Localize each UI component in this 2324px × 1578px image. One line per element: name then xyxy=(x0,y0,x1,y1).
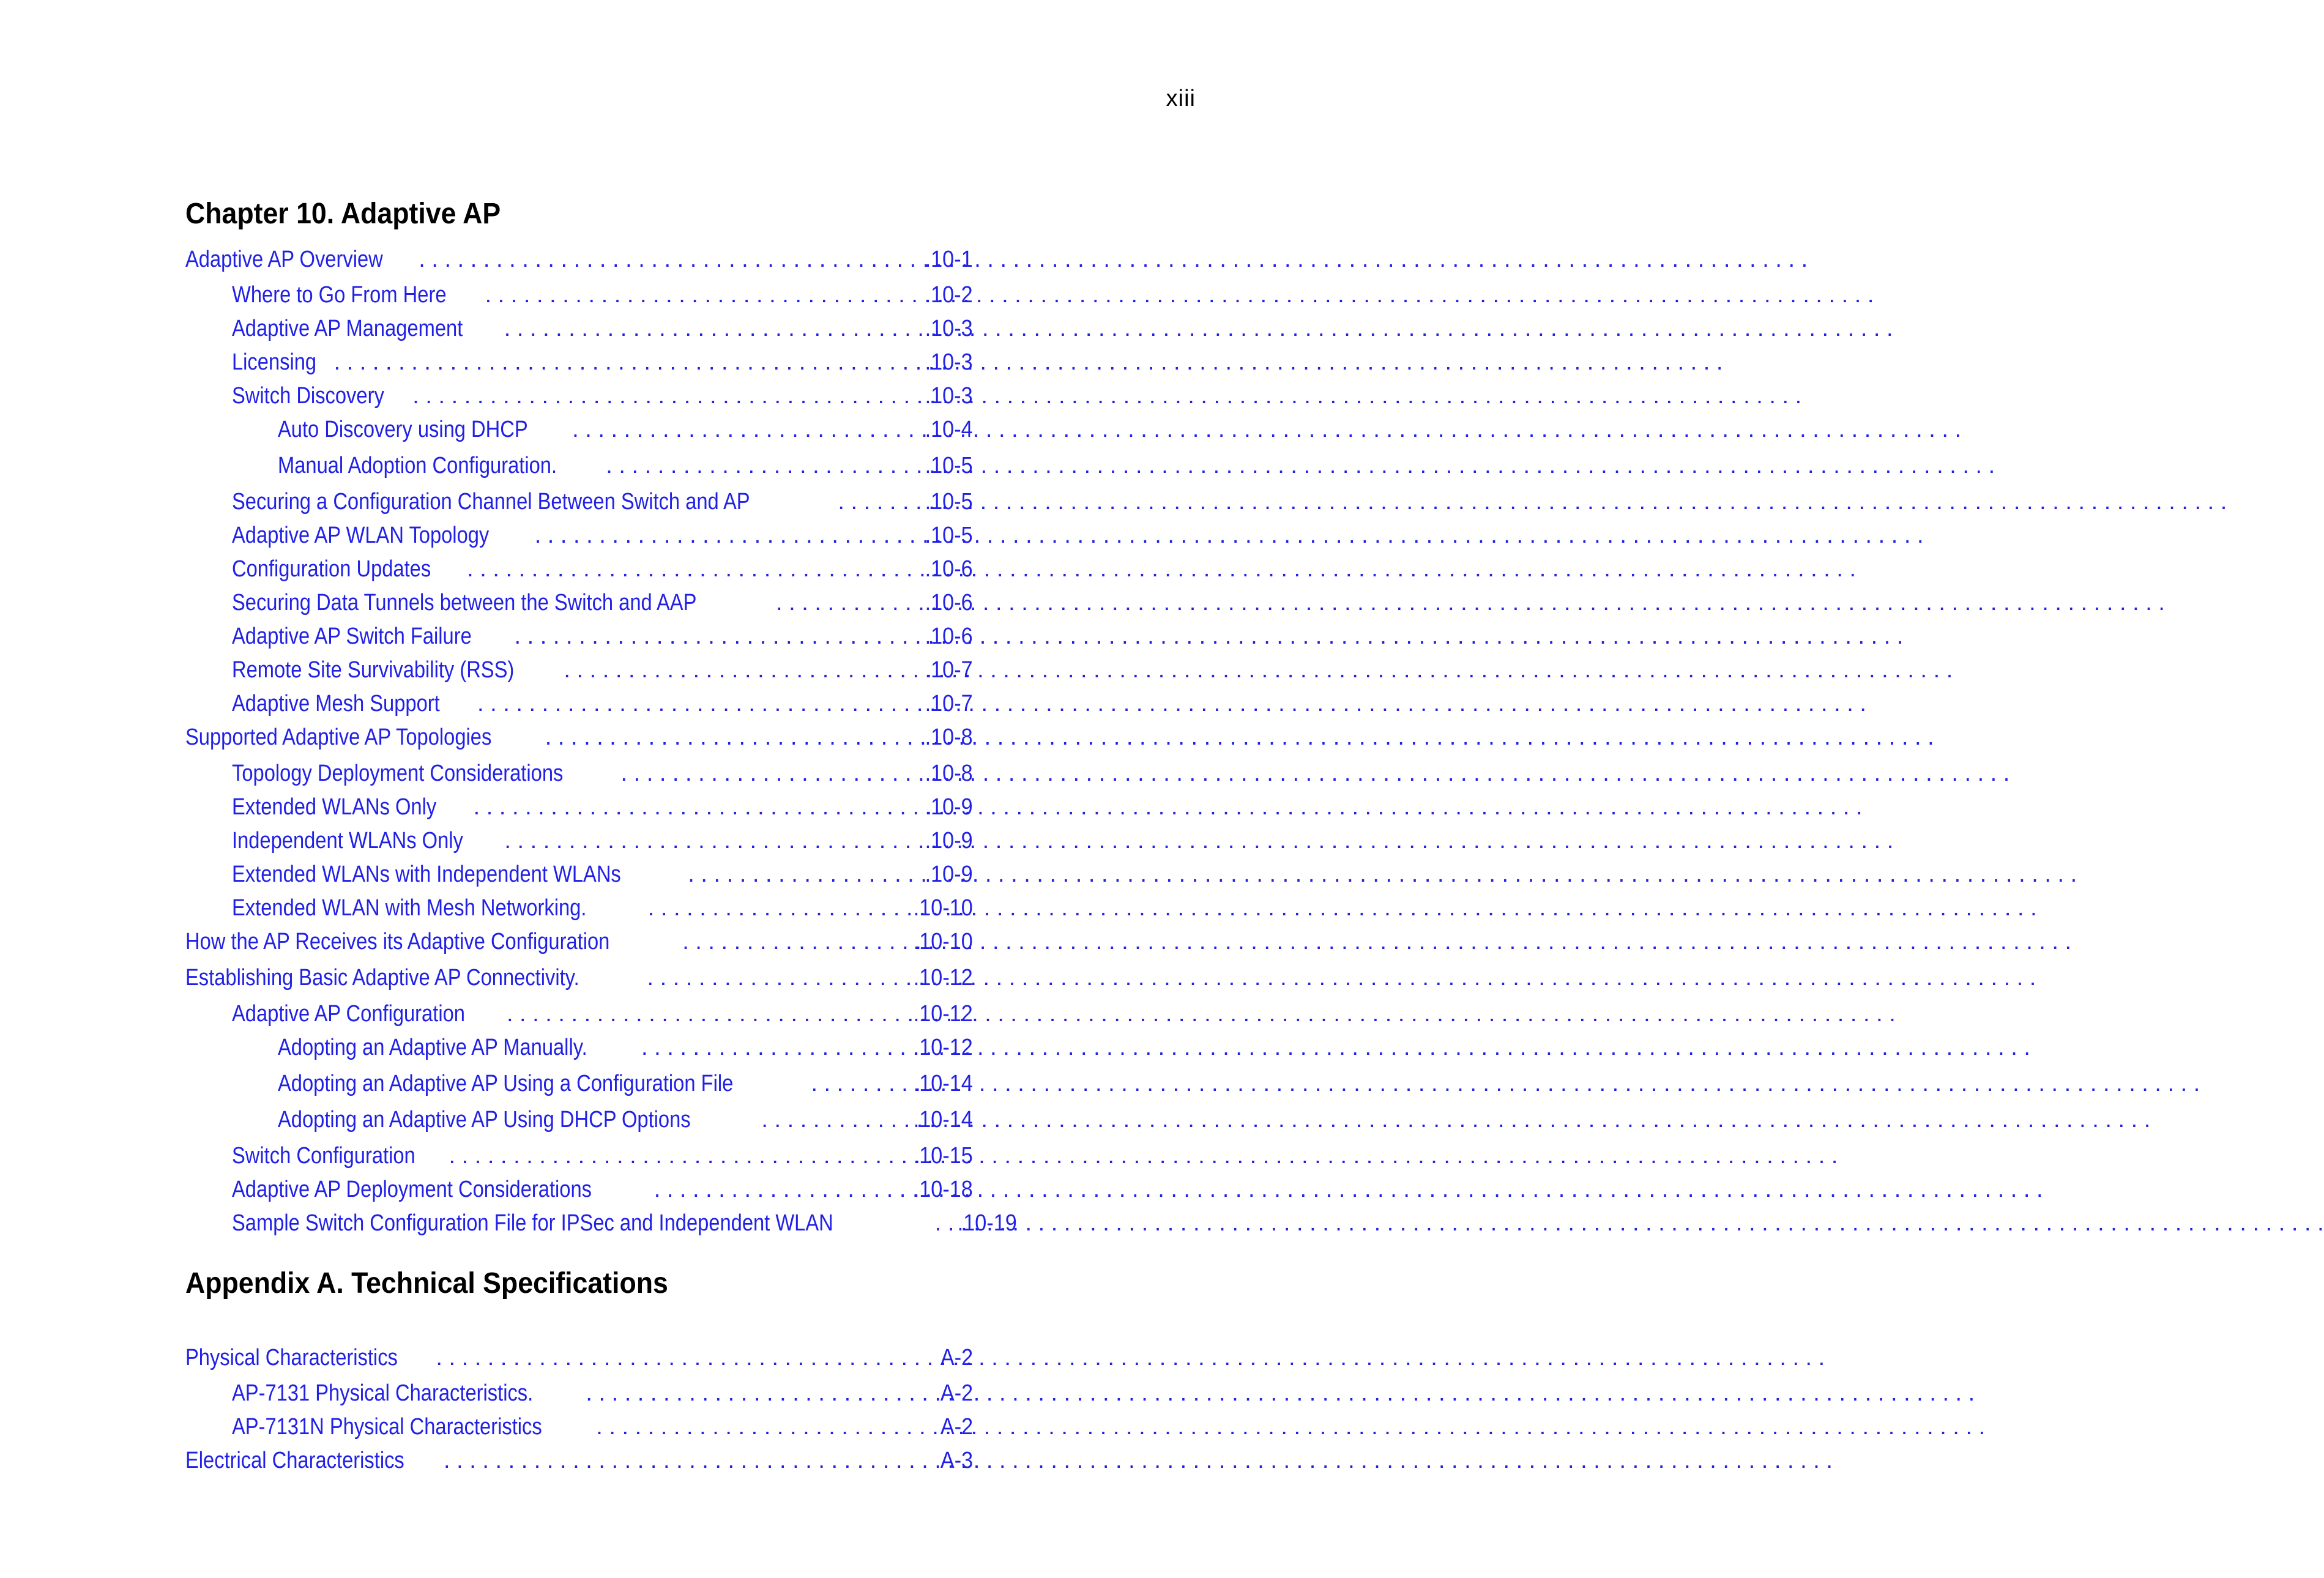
toc-entry-title: Adaptive AP Configuration xyxy=(232,1001,465,1027)
toc-dot-leader xyxy=(564,655,916,685)
toc-entry[interactable] xyxy=(185,348,973,377)
toc-dot-leader xyxy=(654,1175,904,1204)
toc-entry[interactable] xyxy=(185,588,973,617)
toc-entry[interactable] xyxy=(185,689,973,718)
toc-entry-page: .10-9 xyxy=(925,828,973,854)
toc-dot-leader xyxy=(436,1343,933,1372)
toc-entry-page: .10-3 xyxy=(925,383,973,409)
toc-entry-page: .10-4 xyxy=(925,417,973,442)
toc-entry-page: .10-14 xyxy=(914,1071,973,1096)
toc-entry[interactable] xyxy=(185,451,973,480)
toc-entry-title: Configuration Updates xyxy=(232,556,431,582)
toc-entry[interactable] xyxy=(185,826,973,855)
toc-entry-title: Manual Adoption Configuration. xyxy=(278,453,557,478)
toc-entry[interactable] xyxy=(185,1175,973,1204)
toc-entry-title: Sample Switch Configuration File for IPSec and Independent WLAN xyxy=(232,1210,833,1236)
toc-entry-title: Adaptive AP Deployment Considerations xyxy=(232,1177,592,1202)
toc-entry[interactable] xyxy=(185,245,973,274)
toc-entry-page: .10-15 xyxy=(914,1143,973,1169)
toc-entry-page: .10-6 xyxy=(925,623,973,649)
toc-entry[interactable] xyxy=(185,1208,1017,1238)
toc-entry-page: .10-3 xyxy=(925,349,973,375)
toc-entry-title: Electrical Characteristics xyxy=(185,1448,404,1473)
toc-entry-title: Securing Data Tunnels between the Switch and AAP xyxy=(232,590,697,616)
toc-entry[interactable] xyxy=(185,1069,973,1098)
toc-dot-leader xyxy=(504,826,916,855)
toc-dot-leader xyxy=(596,1412,933,1442)
chapter-heading: Chapter 10. Adaptive AP xyxy=(185,198,501,230)
toc-entry-title: Switch Configuration xyxy=(232,1143,415,1169)
toc-entry-page: .10-14 xyxy=(914,1107,973,1133)
toc-entry-page: .10-18 xyxy=(914,1177,973,1202)
toc-entry-title: Adaptive AP Overview xyxy=(185,247,383,272)
toc-dot-leader xyxy=(507,999,903,1029)
toc-entry[interactable] xyxy=(185,521,973,550)
toc-entry-title: Supported Adaptive AP Topologies xyxy=(185,724,492,750)
toc-entry-title: Extended WLAN with Mesh Networking. xyxy=(232,895,587,921)
toc-entry[interactable] xyxy=(185,381,973,411)
toc-entry-page: .10-5 xyxy=(925,453,973,478)
toc-entry-page: .10-1 xyxy=(925,247,973,272)
toc-entry[interactable] xyxy=(185,1446,973,1475)
toc-entry-page: A-3 xyxy=(940,1448,973,1473)
toc-dot-leader xyxy=(477,689,916,718)
toc-dot-leader xyxy=(648,893,904,923)
toc-entry-title: Switch Discovery xyxy=(232,383,384,409)
toc-dot-leader xyxy=(761,1105,903,1134)
toc-entry-title: How the AP Receives its Adaptive Configuration xyxy=(185,929,610,955)
toc-entry[interactable] xyxy=(185,860,973,889)
page-number: xiii xyxy=(1166,86,1196,111)
toc-entry[interactable] xyxy=(185,314,973,343)
appendix-heading: Appendix A. Technical Specifications xyxy=(185,1267,668,1300)
toc-entry[interactable] xyxy=(185,759,973,788)
toc-entry[interactable] xyxy=(185,655,973,685)
toc-dot-leader xyxy=(444,1446,933,1475)
toc-entry-title: Adaptive AP Management xyxy=(232,316,463,341)
toc-entry[interactable] xyxy=(185,927,973,956)
toc-entry-title: Auto Discovery using DHCP xyxy=(278,417,528,442)
toc-dot-leader xyxy=(504,314,917,343)
toc-dot-leader xyxy=(334,348,917,377)
toc-dot-leader xyxy=(776,588,916,617)
toc-dot-leader xyxy=(419,245,916,274)
toc-entry[interactable] xyxy=(185,280,973,310)
toc-dot-leader xyxy=(811,1069,903,1098)
toc-dot-leader xyxy=(449,1141,904,1170)
toc-entry[interactable] xyxy=(185,1033,973,1062)
toc-dot-leader xyxy=(688,860,916,889)
toc-entry-page: .10-9 xyxy=(925,794,973,820)
toc-entry-page: .10-8 xyxy=(925,724,973,750)
toc-entry-page: .10-19 xyxy=(957,1210,1017,1236)
toc-entry-page: .10-2 xyxy=(925,282,973,308)
toc-entry-page: .10-7 xyxy=(925,657,973,683)
toc-entry-title: Adaptive AP Switch Failure xyxy=(232,623,472,649)
toc-entry-title: Extended WLANs with Independent WLANs xyxy=(232,862,621,887)
toc-entry[interactable] xyxy=(185,1379,973,1408)
toc-entry-title: Adopting an Adaptive AP Using DHCP Options xyxy=(278,1107,691,1133)
toc-dot-leader xyxy=(935,1208,947,1238)
toc-entry-page: .10-12 xyxy=(914,1035,973,1060)
toc-entry-title: Adaptive AP WLAN Topology xyxy=(232,523,490,548)
toc-dot-leader xyxy=(641,1033,903,1062)
toc-entry-page: .10-9 xyxy=(925,862,973,887)
toc-entry-page: .10-10 xyxy=(914,929,973,955)
toc-dot-leader xyxy=(606,451,916,480)
toc-entry-title: Extended WLANs Only xyxy=(232,794,437,820)
toc-entry-page: .10-3 xyxy=(925,316,973,341)
toc-entry-title: AP-7131N Physical Characteristics xyxy=(232,1414,542,1440)
toc-dot-leader xyxy=(838,487,916,516)
toc-entry[interactable] xyxy=(185,893,973,923)
toc-entry[interactable] xyxy=(185,554,973,584)
toc-entry[interactable] xyxy=(185,723,973,752)
toc-entry[interactable] xyxy=(185,792,973,822)
toc-entry-title: AP-7131 Physical Characteristics. xyxy=(232,1380,534,1406)
toc-dot-leader xyxy=(545,723,917,752)
toc-entry-page: A-2 xyxy=(940,1380,973,1406)
toc-entry[interactable] xyxy=(185,622,973,651)
toc-entry[interactable] xyxy=(185,999,973,1029)
toc-entry-title: Independent WLANs Only xyxy=(232,828,463,854)
toc-entry-title: Where to Go From Here xyxy=(232,282,447,308)
toc-dot-leader xyxy=(412,381,916,411)
toc-dot-leader xyxy=(485,280,917,310)
toc-dot-leader xyxy=(647,963,903,992)
toc-entry-title: Remote Site Survivability (RSS) xyxy=(232,657,515,683)
toc-dot-leader xyxy=(535,521,917,550)
toc-entry-page: A-2 xyxy=(940,1414,973,1440)
toc-entry-page: .10-7 xyxy=(925,691,973,716)
toc-entry-page: .10-12 xyxy=(914,1001,973,1027)
toc-entry-title: Securing a Configuration Channel Between Switch and AP xyxy=(232,489,750,515)
toc-entry-page: .10-10 xyxy=(914,895,973,921)
toc-entry[interactable] xyxy=(185,963,973,992)
toc-entry-title: Adopting an Adaptive AP Using a Configuration File xyxy=(278,1071,734,1096)
toc-dot-leader xyxy=(682,927,903,956)
toc-entry-title: Adaptive Mesh Support xyxy=(232,691,440,716)
toc-dot-leader xyxy=(474,792,917,822)
toc-entry-page: .10-12 xyxy=(914,965,973,991)
toc-entry-page: A-2 xyxy=(940,1345,973,1371)
toc-entry[interactable] xyxy=(185,487,973,516)
toc-entry[interactable] xyxy=(185,1412,973,1442)
toc-entry[interactable] xyxy=(185,1105,973,1134)
toc-dot-leader xyxy=(620,759,916,788)
toc-entry-page: .10-8 xyxy=(925,761,973,786)
toc-entry-page: .10-6 xyxy=(925,556,973,582)
toc-entry-title: Establishing Basic Adaptive AP Connectivity. xyxy=(185,965,579,991)
toc-entry-title: Licensing xyxy=(232,349,317,375)
toc-entry-title: Adopting an Adaptive AP Manually. xyxy=(278,1035,587,1060)
toc-entry-title: Physical Characteristics xyxy=(185,1345,398,1371)
toc-entry-title: Topology Deployment Considerations xyxy=(232,761,564,786)
toc-dot-leader xyxy=(515,622,917,651)
toc-entry[interactable] xyxy=(185,1343,973,1372)
toc-dot-leader xyxy=(586,1379,933,1408)
toc-dot-leader xyxy=(572,415,916,444)
toc-entry-page: .10-6 xyxy=(925,590,973,616)
toc-dot-leader xyxy=(467,554,916,584)
toc-entry-page: .10-5 xyxy=(925,523,973,548)
toc-entry[interactable] xyxy=(185,1141,973,1170)
toc-entry[interactable] xyxy=(185,415,973,444)
toc-entry-page: .10-5 xyxy=(925,489,973,515)
